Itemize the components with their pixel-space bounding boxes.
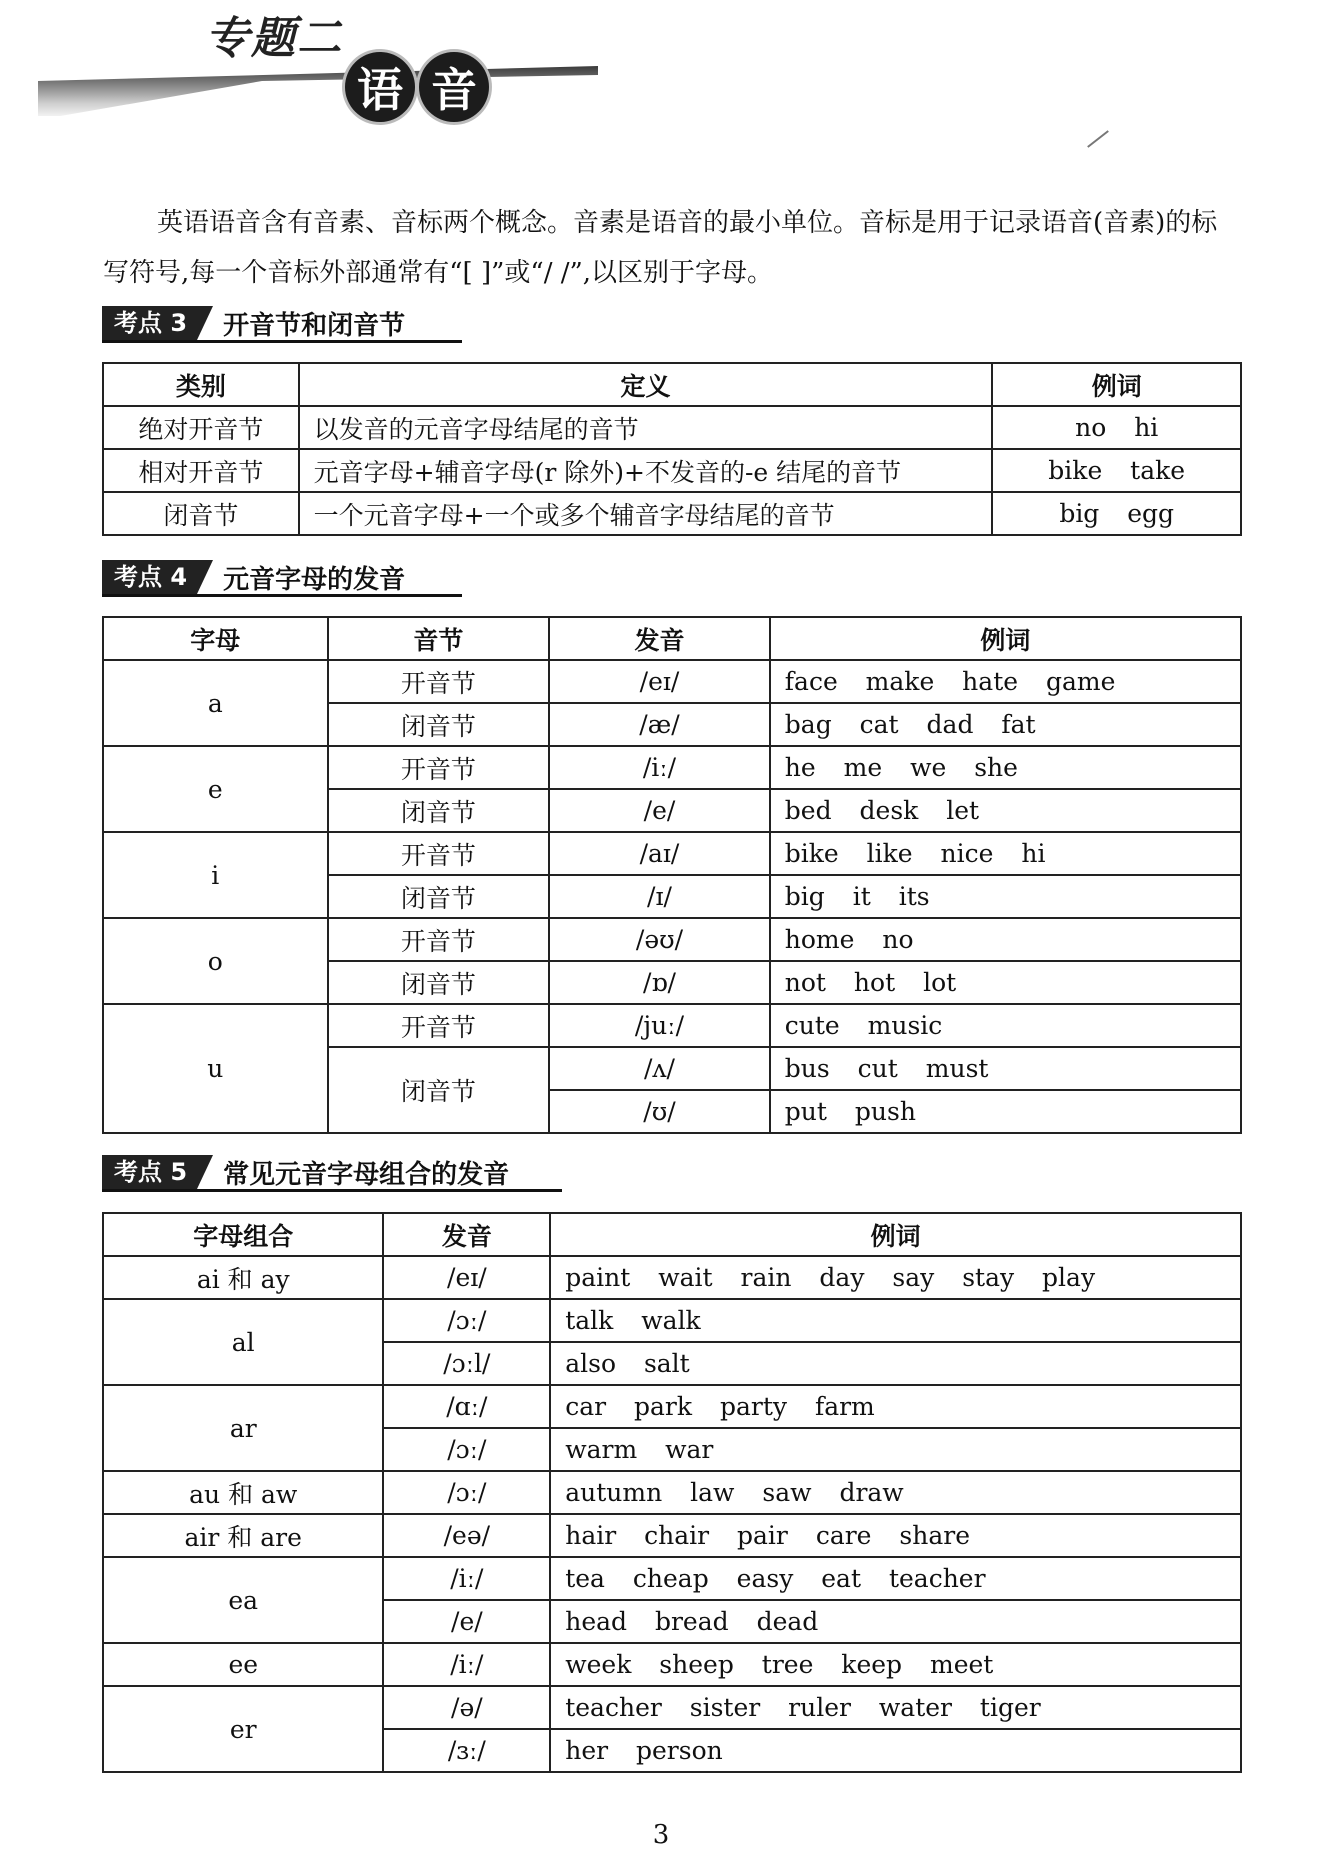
vowel-combination-table xyxy=(102,1212,1242,1773)
syllable-cell: 开音节 xyxy=(328,832,550,875)
phonetic-cell: /ɒ/ xyxy=(549,961,770,1004)
table-row xyxy=(103,1643,1241,1686)
section-tag: 考点 4 xyxy=(102,560,197,594)
phonetic-cell: /eɪ/ xyxy=(549,660,770,703)
decorative-stroke xyxy=(1087,130,1109,148)
phonetic-cell: /aɪ/ xyxy=(549,832,770,875)
column-header: 例词 xyxy=(992,363,1241,406)
table-row xyxy=(103,1686,1241,1729)
table-header-row xyxy=(103,1213,1241,1256)
table-row xyxy=(103,449,1241,492)
examples-cell: he me we she xyxy=(770,746,1241,789)
examples-cell: tea cheap easy eat teacher xyxy=(550,1557,1241,1600)
phonetic-cell: /e/ xyxy=(549,789,770,832)
phonetic-cell: /ʊ/ xyxy=(549,1090,770,1133)
examples-cell: bed desk let xyxy=(770,789,1241,832)
examples-cell: bag cat dad fat xyxy=(770,703,1241,746)
phonetic-cell: /e/ xyxy=(383,1600,550,1643)
column-header: 类别 xyxy=(103,363,299,406)
combo-cell: ar xyxy=(103,1385,383,1471)
examples-cell: also salt xyxy=(550,1342,1241,1385)
column-header: 字母 xyxy=(103,617,328,660)
section-heading-3 xyxy=(102,306,462,343)
syllable-cell: 闭音节 xyxy=(328,961,550,1004)
phonetic-cell: /eɪ/ xyxy=(383,1256,550,1299)
syllable-cell: 开音节 xyxy=(328,918,550,961)
examples-cell: week sheep tree keep meet xyxy=(550,1643,1241,1686)
phonetic-cell: /ʌ/ xyxy=(549,1047,770,1090)
examples-cell: not hot lot xyxy=(770,961,1241,1004)
table-header-row xyxy=(103,363,1241,406)
definition-cell: 一个元音字母+一个或多个辅音字母结尾的音节 xyxy=(299,492,993,535)
table-row xyxy=(103,660,1241,703)
syllable-cell: 开音节 xyxy=(328,1004,550,1047)
phonetic-cell: /ɔː/ xyxy=(383,1299,550,1342)
syllable-cell: 开音节 xyxy=(328,660,550,703)
phonetic-cell: /iː/ xyxy=(383,1557,550,1600)
examples-cell: teacher sister ruler water tiger xyxy=(550,1686,1241,1729)
table-row xyxy=(103,832,1241,875)
combo-cell: al xyxy=(103,1299,383,1385)
examples-cell: bike take xyxy=(992,449,1241,492)
table-row xyxy=(103,1256,1241,1299)
examples-cell: autumn law saw draw xyxy=(550,1471,1241,1514)
letter-cell: o xyxy=(103,918,328,1004)
section-title: 开音节和闭音节 xyxy=(223,310,406,341)
phonetic-cell: /ɔː/ xyxy=(383,1471,550,1514)
phonetic-cell: /ɔːl/ xyxy=(383,1342,550,1385)
examples-cell: home no xyxy=(770,918,1241,961)
combo-cell: er xyxy=(103,1686,383,1772)
topic-char-2: 音 xyxy=(419,52,489,122)
phonetic-cell: /juː/ xyxy=(549,1004,770,1047)
examples-cell: face make hate game xyxy=(770,660,1241,703)
column-header: 例词 xyxy=(550,1213,1241,1256)
column-header: 音节 xyxy=(328,617,550,660)
category-cell: 闭音节 xyxy=(103,492,299,535)
examples-cell: big it its xyxy=(770,875,1241,918)
examples-cell: bus cut must xyxy=(770,1047,1241,1090)
category-cell: 绝对开音节 xyxy=(103,406,299,449)
section-heading-4 xyxy=(102,560,462,597)
phonetic-cell: /eə/ xyxy=(383,1514,550,1557)
syllable-cell: 闭音节 xyxy=(328,703,550,746)
examples-cell: talk walk xyxy=(550,1299,1241,1342)
section-heading-5 xyxy=(102,1155,562,1192)
definition-cell: 以发音的元音字母结尾的音节 xyxy=(299,406,993,449)
combo-cell: ea xyxy=(103,1557,383,1643)
table-row xyxy=(103,1299,1241,1342)
section-title: 元音字母的发音 xyxy=(223,564,406,595)
intro-paragraph: 英语语音含有音素、音标两个概念。音素是语音的最小单位。音标是用于记录语音(音素)的标写符号,每一个音标外部通常有“[ ]”或“/ /”,以区别于字母。 xyxy=(103,208,1218,288)
column-header: 发音 xyxy=(383,1213,550,1256)
table-row xyxy=(103,1471,1241,1514)
syllable-cell: 闭音节 xyxy=(328,875,550,918)
examples-cell: put push xyxy=(770,1090,1241,1133)
examples-cell: paint wait rain day say stay play xyxy=(550,1256,1241,1299)
examples-cell: bike like nice hi xyxy=(770,832,1241,875)
examples-cell: cute music xyxy=(770,1004,1241,1047)
series-title: 专题二 xyxy=(205,13,343,64)
phonetic-cell: /ə/ xyxy=(383,1686,550,1729)
table-row xyxy=(103,1004,1241,1047)
phonetic-cell: /ɑː/ xyxy=(383,1385,550,1428)
letter-cell: a xyxy=(103,660,328,746)
syllable-cell: 闭音节 xyxy=(328,1047,550,1133)
table-row xyxy=(103,1557,1241,1600)
letter-cell: i xyxy=(103,832,328,918)
phonetic-cell: /iː/ xyxy=(383,1643,550,1686)
syllable-type-table xyxy=(102,362,1242,536)
phonetic-cell: /æ/ xyxy=(549,703,770,746)
examples-cell: no hi xyxy=(992,406,1241,449)
examples-cell: her person xyxy=(550,1729,1241,1772)
syllable-cell: 开音节 xyxy=(328,746,550,789)
phonetic-cell: /ɜː/ xyxy=(383,1729,550,1772)
column-header: 例词 xyxy=(770,617,1241,660)
section-title: 常见元音字母组合的发音 xyxy=(223,1159,510,1190)
phonetic-cell: /ɪ/ xyxy=(549,875,770,918)
category-cell: 相对开音节 xyxy=(103,449,299,492)
banner-swoosh xyxy=(38,66,598,116)
chapter-banner xyxy=(0,0,620,130)
examples-cell: car park party farm xyxy=(550,1385,1241,1428)
topic-title xyxy=(345,52,489,122)
letter-cell: e xyxy=(103,746,328,832)
table-row xyxy=(103,406,1241,449)
examples-cell: big egg xyxy=(992,492,1241,535)
table-row xyxy=(103,918,1241,961)
section-tag: 考点 5 xyxy=(102,1155,197,1189)
column-header: 字母组合 xyxy=(103,1213,383,1256)
phonetic-cell: /iː/ xyxy=(549,746,770,789)
page-number: 3 xyxy=(652,1820,670,1850)
letter-cell: u xyxy=(103,1004,328,1133)
table-row xyxy=(103,1385,1241,1428)
syllable-cell: 闭音节 xyxy=(328,789,550,832)
phonetic-cell: /əʊ/ xyxy=(549,918,770,961)
combo-cell: ee xyxy=(103,1643,383,1686)
table-row xyxy=(103,492,1241,535)
examples-cell: hair chair pair care share xyxy=(550,1514,1241,1557)
vowel-letter-table xyxy=(102,616,1242,1134)
combo-cell: ai 和 ay xyxy=(103,1256,383,1299)
section-tag: 考点 3 xyxy=(102,306,197,340)
table-row xyxy=(103,1514,1241,1557)
column-header: 定义 xyxy=(299,363,993,406)
combo-cell: au 和 aw xyxy=(103,1471,383,1514)
examples-cell: warm war xyxy=(550,1428,1241,1471)
column-header: 发音 xyxy=(549,617,770,660)
topic-char-1: 语 xyxy=(345,52,415,122)
definition-cell: 元音字母+辅音字母(r 除外)+不发音的-e 结尾的音节 xyxy=(299,449,993,492)
table-header-row xyxy=(103,617,1241,660)
combo-cell: air 和 are xyxy=(103,1514,383,1557)
table-row xyxy=(103,746,1241,789)
phonetic-cell: /ɔː/ xyxy=(383,1428,550,1471)
examples-cell: head bread dead xyxy=(550,1600,1241,1643)
